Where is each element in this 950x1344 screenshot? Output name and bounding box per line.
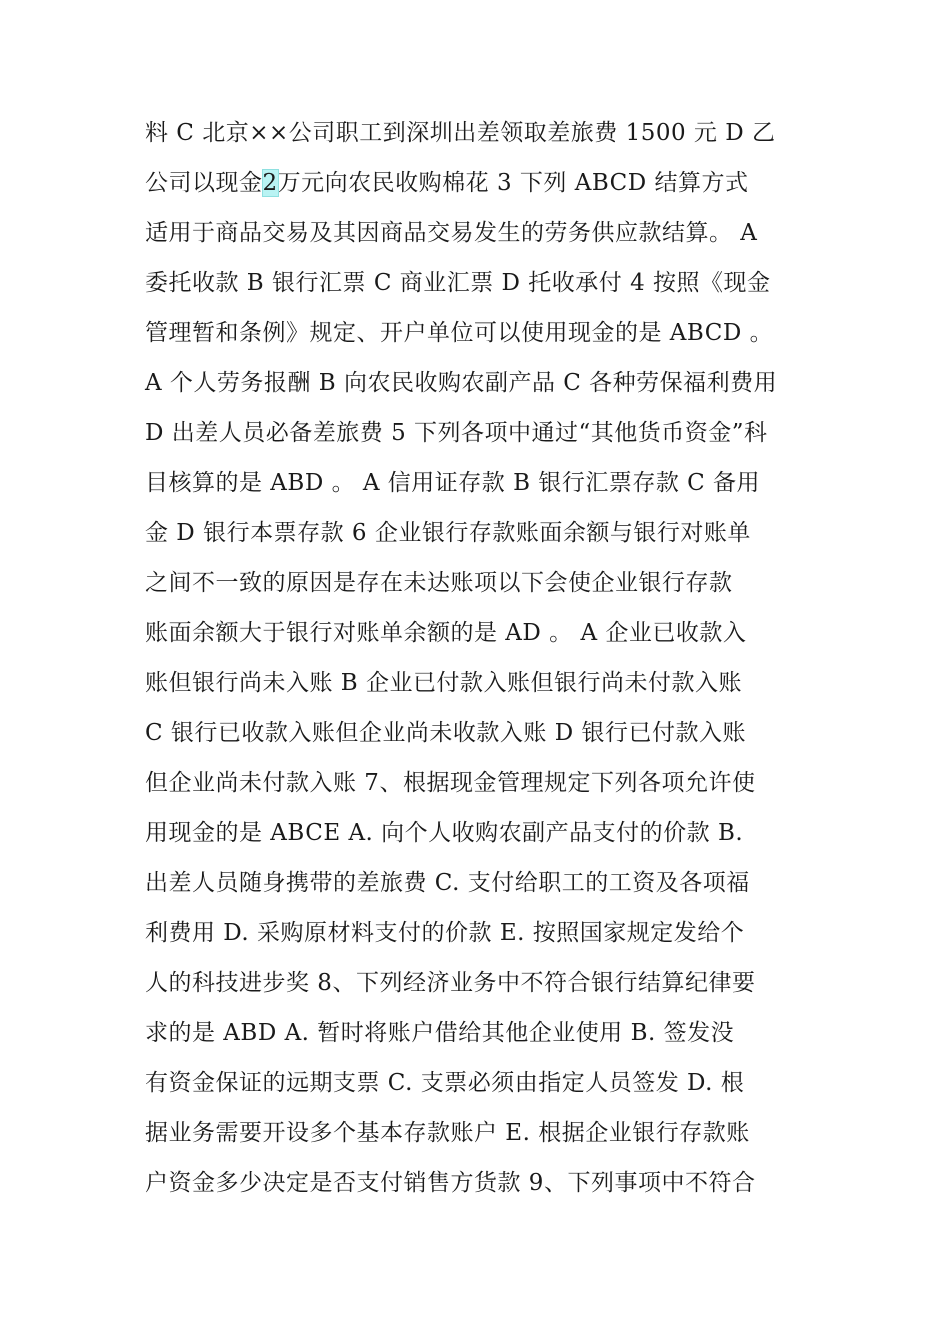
text-line-3: 适用于商品交易及其因商品交易发生的劳务供应款结算。 A: [145, 220, 758, 246]
text-line-15: 用现金的是 ABCE A. 向个人收购农副产品支付的价款 B.: [145, 820, 744, 846]
text-line-17: 利费用 D. 采购原材料支付的价款 E. 按照国家规定发给个: [145, 920, 745, 946]
text-line-1: 料 C 北京××公司职工到深圳出差领取差旅费 1500 元 D 乙: [145, 120, 776, 146]
text-segment: 公司以现金: [145, 170, 263, 196]
text-line-5: 管理暂和条例》规定、开户单位可以使用现金的是 ABCD 。: [145, 320, 774, 346]
text-line-11: 账面余额大于银行对账单余额的是 AD 。 A 企业已收款入: [145, 620, 747, 646]
text-line-7: D 出差人员必备差旅费 5 下列各项中通过“其他货币资金”科: [145, 420, 768, 446]
highlighted-text: 2: [262, 170, 278, 196]
text-line-10: 之间不一致的原因是存在未达账项以下会使企业银行存款: [145, 570, 733, 596]
text-line-8: 目核算的是 ABD 。 A 信用证存款 B 银行汇票存款 C 备用: [145, 470, 761, 496]
text-line-22: 户资金多少决定是否支付销售方货款 9、下列事项中不符合: [145, 1170, 756, 1196]
text-line-21: 据业务需要开设多个基本存款账户 E. 根据企业银行存款账: [145, 1120, 750, 1146]
text-line-12: 账但银行尚未入账 B 企业已付款入账但银行尚未付款入账: [145, 670, 743, 696]
text-line-18: 人的科技进步奖 8、下列经济业务中不符合银行结算纪律要: [145, 970, 756, 996]
text-line-16: 出差人员随身携带的差旅费 C. 支付给职工的工资及各项福: [145, 870, 750, 896]
document-body: [145, 108, 815, 1208]
text-line-13: C 银行已收款入账但企业尚未收款入账 D 银行已付款入账: [145, 720, 746, 746]
text-line-9: 金 D 银行本票存款 6 企业银行存款账面余额与银行对账单: [145, 520, 751, 546]
text-line-4: 委托收款 B 银行汇票 C 商业汇票 D 托收承付 4 按照《现金: [145, 270, 771, 296]
text-line-14: 但企业尚未付款入账 7、根据现金管理规定下列各项允许使: [145, 770, 756, 796]
text-line-2: [145, 158, 815, 208]
text-line-19: 求的是 ABD A. 暂时将账户借给其他企业使用 B. 签发没: [145, 1020, 735, 1046]
text-line-20: 有资金保证的远期支票 C. 支票必须由指定人员签发 D. 根: [145, 1070, 745, 1096]
text-segment: 万元向农民收购棉花 3 下列 ABCD 结算方式: [277, 170, 749, 196]
text-line-6: A 个人劳务报酬 B 向农民收购农副产品 C 各种劳保福利费用: [145, 370, 778, 396]
